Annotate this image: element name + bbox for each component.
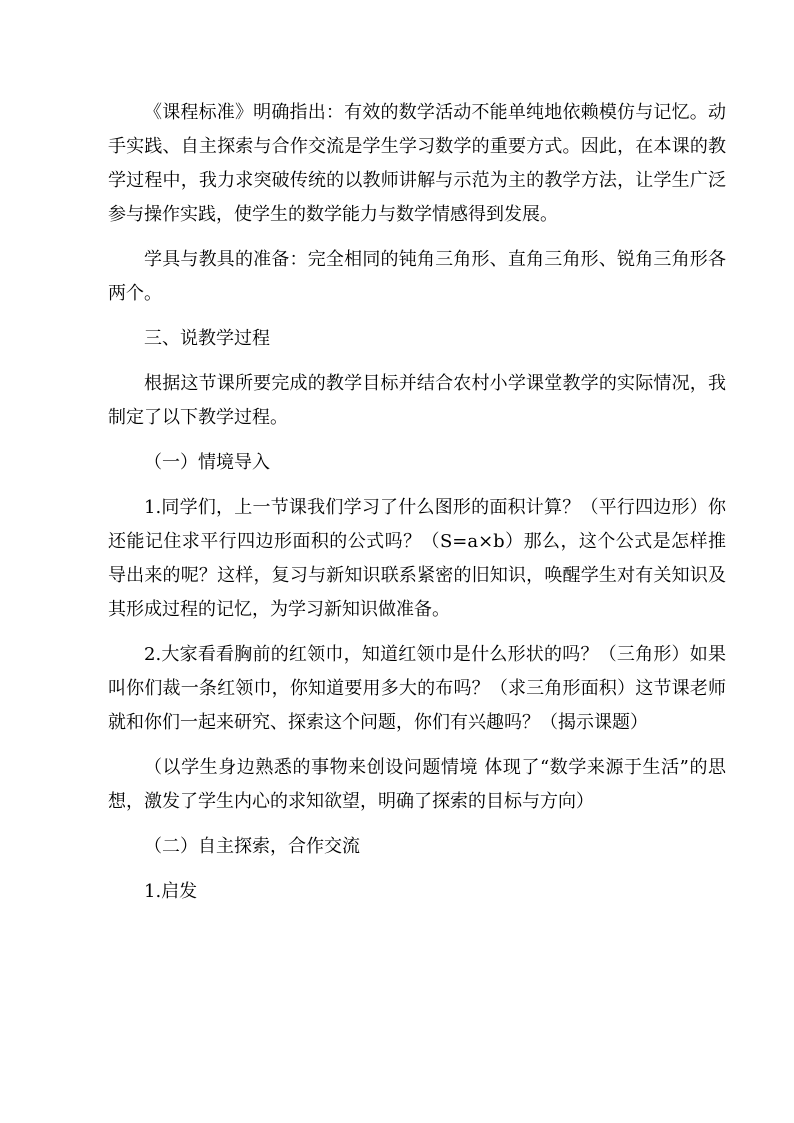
paragraph-item-1-review: 1.同学们，上一节课我们学习了什么图形的面积计算？（平行四边形）你还能记住求平行四边形面积的公式吗？（S=a×b）那么，这个公式是怎样推导出来的呢？这样，复习与新知识联系紧密的旧知识，唤醒学生对有关知识及其形成过程的记忆，为学习新知识做准备。 — [108, 497, 726, 620]
paragraph-process-intro: 根据这节课所要完成的教学目标并结合农村小学课堂教学的实际情况，我制定了以下教学过程。 — [108, 373, 726, 428]
paragraph-item-1-inspire: 1.启发 — [144, 881, 198, 902]
paragraph-design-note: （以学生身边熟悉的事物来创设问题情境 体现了“数学来源于生活”的思想，激发了学生内心的求知欲望，明确了探索的目标与方向） — [108, 757, 726, 812]
paragraph-item-2-red-scarf: 2.大家看看胸前的红领巾，知道红领巾是什么形状的吗？（三角形）如果叫你们裁一条红领巾，你知道要用多大的布吗？（求三角形面积）这节课老师就和你们一起来研究、探索这个问题，你们有兴趣吗？（揭示课题） — [108, 644, 726, 733]
paragraph-curriculum-standard: 《课程标准》明确指出：有效的数学活动不能单纯地依赖模仿与记忆。动手实践、自主探索与合作交流是学生学习数学的重要方式。因此，在本课的教学过程中，我力求突破传统的以教师讲解与示范为主的教学方法，让学生广泛参与操作实践，使学生的数学能力与数学情感得到发展。 — [108, 102, 726, 225]
document-body — [108, 96, 726, 909]
subsection-heading-scenario-intro: （一）情境导入 — [144, 452, 270, 473]
paragraph-teaching-aids: 学具与教具的准备：完全相同的钝角三角形、直角三角形、锐角三角形各两个。 — [108, 249, 726, 304]
section-heading-teaching-process: 三、说教学过程 — [144, 328, 270, 349]
subsection-heading-explore: （二）自主探索，合作交流 — [144, 836, 360, 857]
